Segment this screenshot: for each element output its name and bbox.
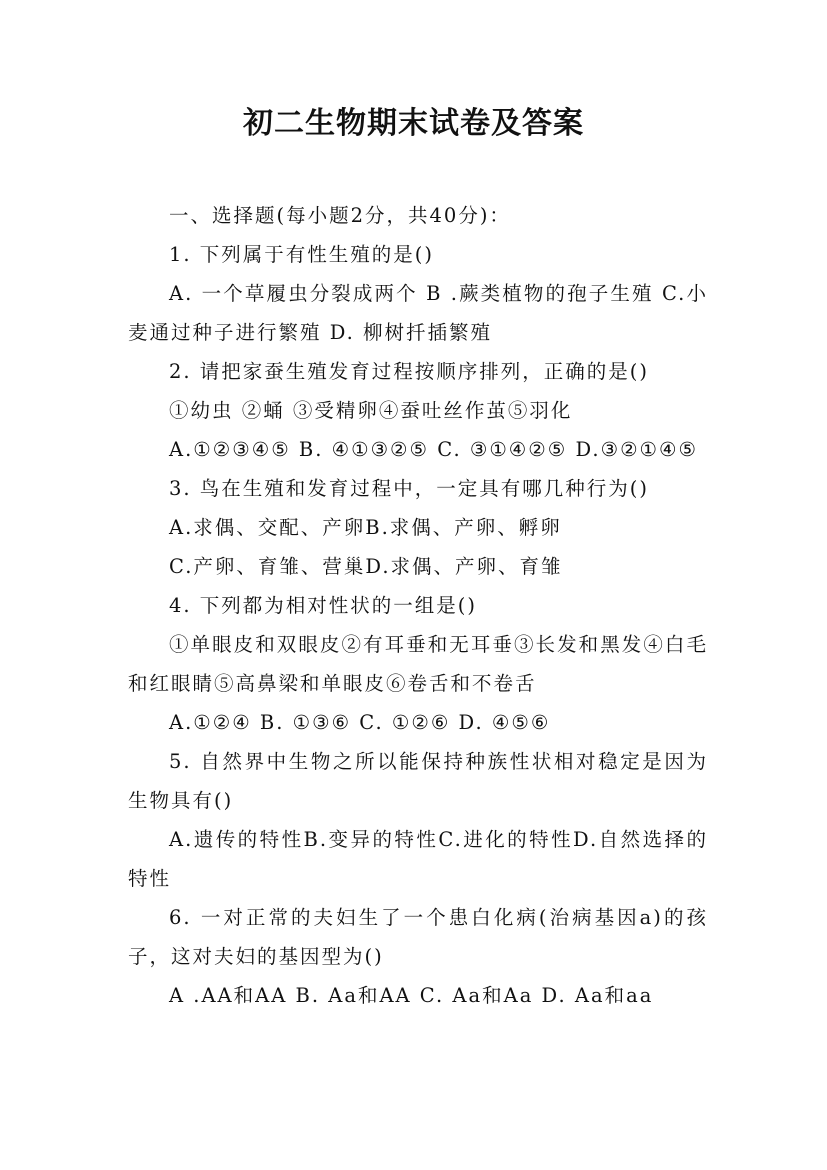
page-title: 初二生物期末试卷及答案 — [243, 106, 584, 141]
question-4: 4. 下列都为相对性状的一组是() — [169, 594, 478, 617]
question-5-options: A.遗传的特性B.变异的特性C.进化的特性D.自然选择的特性 — [128, 828, 708, 890]
question-3-options-ab: A.求偶、交配、产卵B.求偶、产卵、孵卵 — [169, 516, 562, 539]
question-2-options: A.①②③④⑤ B. ④①③②⑤ C. ③①④②⑤ D.③②①④⑤ — [169, 438, 698, 461]
question-1: 1. 下列属于有性生殖的是() — [169, 243, 435, 266]
question-4-options: A.①②④ B. ①③⑥ C. ①②⑥ D. ④⑤⑥ — [169, 711, 551, 734]
question-5: 5. 自然界中生物之所以能保持种族性状相对稳定是因为生物具有() — [128, 750, 708, 812]
question-6-options: A .AA和AA B. Aa和AA C. Aa和Aa D. Aa和aa — [169, 984, 654, 1007]
question-1-options: A. 一个草履虫分裂成两个 B .蕨类植物的孢子生殖 C.小麦通过种子进行繁殖 D. 柳树扦插繁殖 — [128, 282, 708, 344]
question-3: 3. 鸟在生殖和发育过程中，一定具有哪几种行为() — [169, 477, 650, 500]
document-body — [128, 196, 708, 1015]
question-6: 6. 一对正常的夫妇生了一个患白化病(治病基因a)的孩子，这对夫妇的基因型为() — [128, 906, 708, 968]
question-2: 2. 请把家蚕生殖发育过程按顺序排列，正确的是() — [169, 360, 650, 383]
question-4-items: ①单眼皮和双眼皮②有耳垂和无耳垂③长发和黑发④白毛和红眼睛⑤高鼻梁和单眼皮⑥卷舌和不卷舌 — [128, 633, 708, 695]
question-2-items: ①幼虫 ②蛹 ③受精卵④蚕吐丝作茧⑤羽化 — [169, 399, 573, 422]
section-heading: 一、选择题(每小题2分，共40分)： — [169, 204, 511, 227]
question-3-options-cd: C.产卵、育雏、营巢D.求偶、产卵、育雏 — [169, 555, 563, 578]
